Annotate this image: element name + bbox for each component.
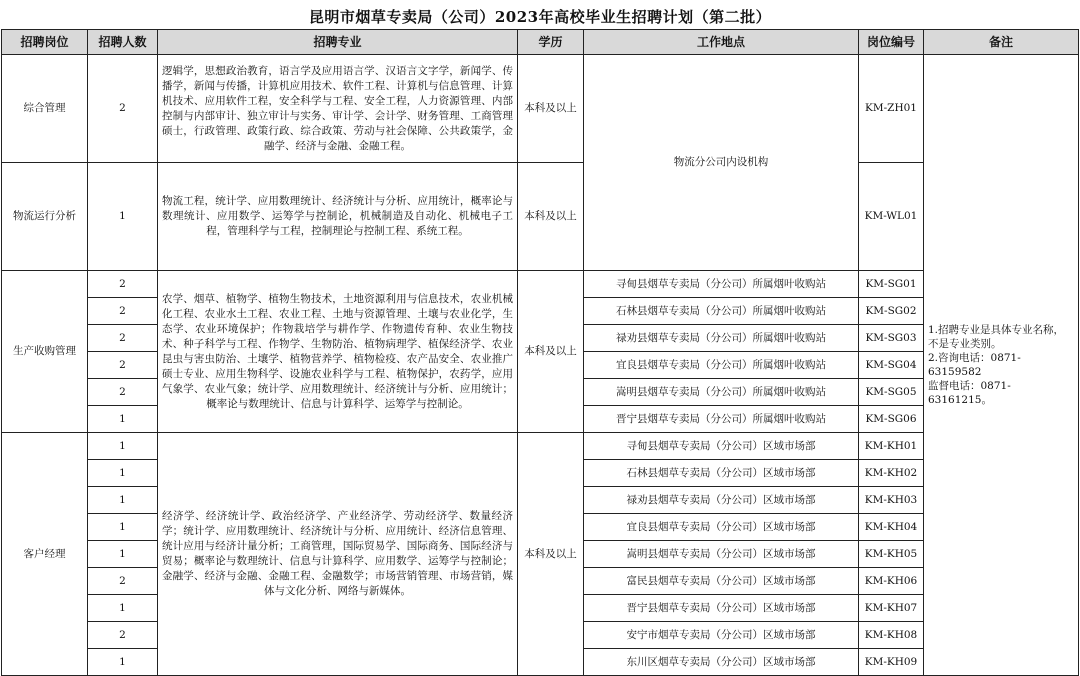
header-major: 招聘专业 <box>158 30 518 55</box>
page-title: 昆明市烟草专卖局（公司）2023年高校毕业生招聘计划（第二批） <box>308 8 772 26</box>
post-code: KM-SG01 <box>859 271 924 298</box>
hire-count: 2 <box>88 352 158 379</box>
hire-count: 2 <box>88 271 158 298</box>
work-location: 禄劝县烟草专卖局（分公司）所属烟叶收购站 <box>584 325 859 352</box>
work-location: 寻甸县烟草专卖局（分公司）区域市场部 <box>584 433 859 460</box>
post-name: 生产收购管理 <box>2 271 88 433</box>
post-code: KM-SG06 <box>859 406 924 433</box>
post-code: KM-KH08 <box>859 622 924 649</box>
hire-count: 1 <box>88 649 158 676</box>
work-location: 宜良县烟草专卖局（分公司）所属烟叶收购站 <box>584 352 859 379</box>
hire-count: 1 <box>88 433 158 460</box>
hire-count: 2 <box>88 298 158 325</box>
major-list: 农学、烟草、植物学、植物生物技术，土地资源利用与信息技术，农业机械化工程、农业水土工程、农业工程、土地与资源管理、土壤与农业化学，生态学、农业环境保护；作物栽培学与耕作学、作物遗传育种、农业生物技术、种子科学与工程、作物学、生物防治、植物病理学、植保经济学、农业昆虫与害虫防治、土壤学、植物营养学、植物检疫、农产品安全、农业推广硕士专业、应用生物科学、设施农业科学与工程、植物保护，农药学，应用气象学、农业气象；统计学、应用数理统计、经济统计与分析、应用统计；概率论与数理统计、信息与计算科学、运筹学与控制论。 <box>158 271 518 433</box>
work-location: 禄劝县烟草专卖局（分公司）区域市场部 <box>584 487 859 514</box>
hire-count: 2 <box>88 622 158 649</box>
recruitment-table <box>1 29 1079 676</box>
note-line: 1.招聘专业是具体专业名称，不是专业类别。 <box>928 324 1065 350</box>
post-code: KM-KH01 <box>859 433 924 460</box>
hire-count: 1 <box>88 406 158 433</box>
post-code: KM-SG02 <box>859 298 924 325</box>
work-location: 富民县烟草专卖局（分公司）区域市场部 <box>584 568 859 595</box>
note-line: 2.咨询电话：0871-63159582 <box>928 352 1021 378</box>
work-location: 寻甸县烟草专卖局（分公司）所属烟叶收购站 <box>584 271 859 298</box>
post-name: 客户经理 <box>2 433 88 676</box>
work-location: 晋宁县烟草专卖局（分公司）区域市场部 <box>584 595 859 622</box>
post-code: KM-ZH01 <box>859 55 924 163</box>
header-degree: 学历 <box>518 30 584 55</box>
post-code: KM-KH05 <box>859 541 924 568</box>
post-code: KM-KH07 <box>859 595 924 622</box>
hire-count: 1 <box>88 460 158 487</box>
hire-count: 2 <box>88 55 158 163</box>
hire-count: 2 <box>88 379 158 406</box>
header-post: 招聘岗位 <box>2 30 88 55</box>
hire-count: 2 <box>88 325 158 352</box>
hire-count: 1 <box>88 163 158 271</box>
header-count: 招聘人数 <box>88 30 158 55</box>
work-location: 石林县烟草专卖局（分公司）所属烟叶收购站 <box>584 298 859 325</box>
major-list: 物流工程，统计学、应用数理统计、经济统计与分析、应用统计，概率论与数理统计、应用数学、运筹学与控制论，机械制造及自动化、机械电子工程，管理科学与工程，控制理论与控制工程、系统工程。 <box>158 163 518 271</box>
degree: 本科及以上 <box>518 271 584 433</box>
header-notes: 备注 <box>924 30 1079 55</box>
notes-cell <box>924 55 1079 676</box>
post-code: KM-KH04 <box>859 514 924 541</box>
hire-count: 1 <box>88 487 158 514</box>
post-code: KM-KH03 <box>859 487 924 514</box>
hire-count: 1 <box>88 595 158 622</box>
table-row <box>2 55 1079 163</box>
major-list: 经济学、经济统计学、政治经济学、产业经济学、劳动经济学、数量经济学；统计学、应用数理统计、经济统计与分析、应用统计、经济信息管理、统计应用与经济计量分析；工商管理，国际贸易学、国际商务、国际经济与贸易；概率论与数理统计、信息与计算科学、应用数学、运筹学与控制论；金融学、经济与金融、金融工程、金融数学；市场营销管理、市场营销，媒体与文化分析、网络与新媒体。 <box>158 433 518 676</box>
work-location: 物流分公司内设机构 <box>584 55 859 271</box>
post-code: KM-SG04 <box>859 352 924 379</box>
work-location: 东川区烟草专卖局（分公司）区域市场部 <box>584 649 859 676</box>
post-name: 物流运行分析 <box>2 163 88 271</box>
post-code: KM-WL01 <box>859 163 924 271</box>
post-code: KM-SG03 <box>859 325 924 352</box>
table-row <box>2 433 1079 460</box>
work-location: 嵩明县烟草专卖局（分公司）所属烟叶收购站 <box>584 379 859 406</box>
hire-count: 1 <box>88 541 158 568</box>
post-code: KM-KH09 <box>859 649 924 676</box>
post-name: 综合管理 <box>2 55 88 163</box>
work-location: 安宁市烟草专卖局（分公司）区域市场部 <box>584 622 859 649</box>
header-row <box>2 30 1079 55</box>
degree: 本科及以上 <box>518 55 584 163</box>
post-code: KM-KH02 <box>859 460 924 487</box>
degree: 本科及以上 <box>518 163 584 271</box>
work-location: 石林县烟草专卖局（分公司）区域市场部 <box>584 460 859 487</box>
work-location: 嵩明县烟草专卖局（分公司）区域市场部 <box>584 541 859 568</box>
hire-count: 1 <box>88 514 158 541</box>
work-location: 晋宁县烟草专卖局（分公司）所属烟叶收购站 <box>584 406 859 433</box>
header-location: 工作地点 <box>584 30 859 55</box>
table-row <box>2 271 1079 298</box>
header-code: 岗位编号 <box>859 30 924 55</box>
degree: 本科及以上 <box>518 433 584 676</box>
post-code: KM-SG05 <box>859 379 924 406</box>
work-location: 宜良县烟草专卖局（分公司）区域市场部 <box>584 514 859 541</box>
note-line: 监督电话：0871-63161215。 <box>928 380 1011 406</box>
post-code: KM-KH06 <box>859 568 924 595</box>
hire-count: 2 <box>88 568 158 595</box>
major-list: 逻辑学，思想政治教育，语言学及应用语言学、汉语言文字学，新闻学、传播学，新闻与传播，计算机应用技术、软件工程、计算机与信息管理、计算机技术、应用软件工程，安全科学与工程、安全工程，人力资源管理、内部控制与内部审计、独立审计与实务、审计学、会计学、财务管理、工商管理硕士，行政管理、政策行政、综合政策、劳动与社会保障、公共政策学，金融学、经济与金融、金融工程。 <box>158 55 518 163</box>
table-row <box>2 163 1079 271</box>
